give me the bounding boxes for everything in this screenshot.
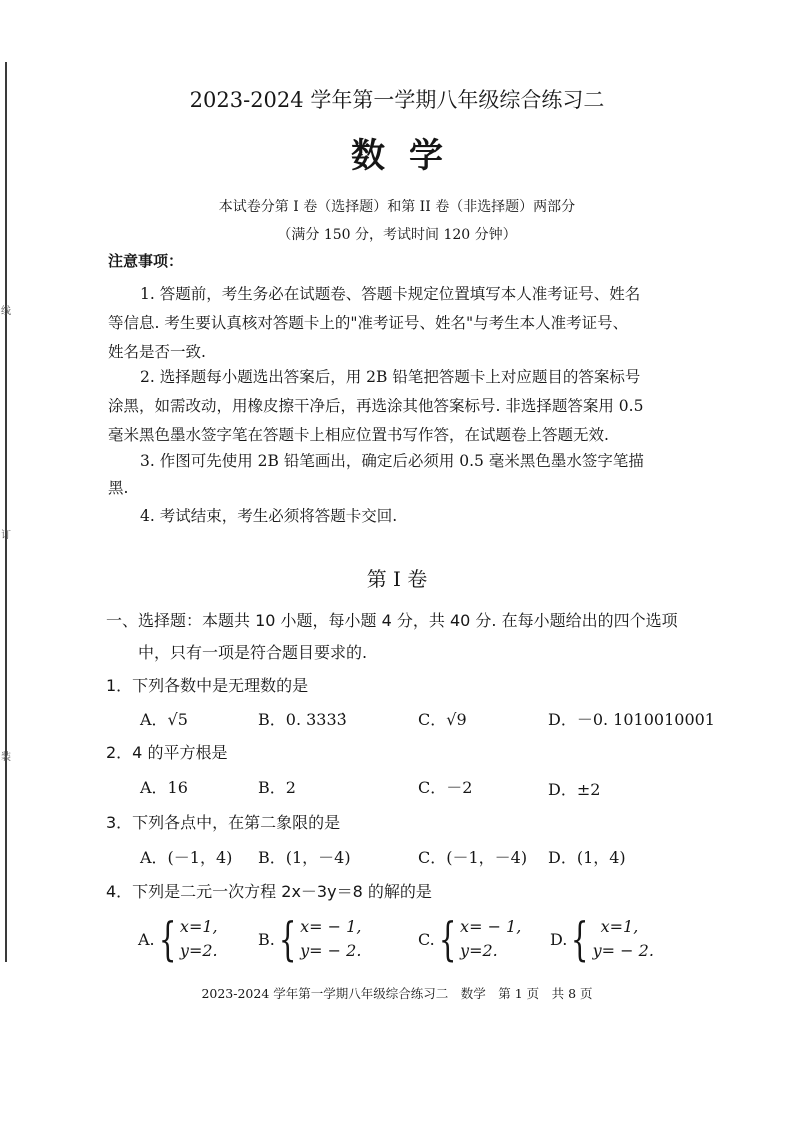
option-c: C．－2 [418,778,473,797]
brace-symbol: { [278,912,297,966]
part-instructions-line1: 一、选择题：本题共 10 小题，每小题 4 分，共 40 分. 在每小题给出的四个选项 [106,611,678,630]
option-b: B．0. 3333̇ [258,710,347,729]
notice-line: 1. 答题前，考生务必在试题卷、答题卡规定位置填写本人准考证号、姓名 [140,285,641,303]
equation-line: x= − 1, [300,917,362,936]
binding-mark-3: 装 [1,752,11,763]
equation-line: x= − 1, [460,917,522,936]
question-stem: 2．4 的平方根是 [106,743,228,762]
notice-line: 4. 考试结束，考生必须将答题卡交回. [140,507,398,525]
binding-mark-2: 订 [1,530,11,541]
option-b: B．(1，－4) [258,848,351,867]
option-a: A．(－1，4) [140,848,233,867]
notice-line: 毫米黑色墨水签字笔在答题卡上相应位置书写作答，在试题卷上答题无效. [108,426,609,444]
option-a: A．√5 [140,710,188,729]
part-instructions-line2: 中，只有一项是符合题目要求的. [138,643,368,662]
question-stem: 1．下列各数中是无理数的是 [106,676,309,695]
brace-symbol: { [571,912,589,966]
subject-title: 数学 [351,136,467,176]
option-c: C．√9 [418,710,467,729]
notice-line: 等信息. 考生要认真核对答题卡上的"准考证号、姓名"与考生本人准考证号、 [108,314,629,332]
option-label: B. [258,929,275,949]
notice-line: 姓名是否一致. [108,343,206,361]
exam-title: 2023-2024 学年第一学期八年级综合练习二 [189,88,605,112]
option-label: C. [418,929,435,949]
option-d: D．－0. 1010010001 [548,710,715,729]
equation-line: y=2. [179,941,218,960]
section-title: 第 I 卷 [366,567,428,591]
equation-line: x=1, [179,917,218,936]
option-b [258,912,362,966]
brace-symbol: { [438,912,457,966]
option-c [418,912,522,966]
option-a: A．16 [140,778,188,797]
option-d: D．±2 [548,780,601,799]
score-time-info: （满分 150 分，考试时间 120 分钟） [277,227,517,243]
notice-line: 3. 作图可先使用 2B 铅笔画出，确定后必须用 0.5 毫米黑色墨水签字笔描 [140,452,644,470]
option-d: D．(1，4) [548,848,626,867]
equation-line: y= − 2. [592,941,654,960]
equation-line: y= − 2. [300,941,362,960]
question-stem: 3．下列各点中，在第二象限的是 [106,813,341,832]
brace-symbol: { [158,912,177,966]
notice-line: 黑. [108,479,129,497]
option-a [138,912,218,966]
notice-heading: 注意事项： [108,252,184,270]
option-c: C．(－1，－4) [418,848,528,867]
option-label: A. [138,929,155,949]
option-b: B．2 [258,778,296,797]
paper-structure: 本试卷分第 I 卷（选择题）和第 II 卷（非选择题）两部分 [218,199,576,215]
question-stem: 4．下列是二元一次方程 2x－3y＝8 的解的是 [106,882,432,901]
binding-mark-1: 线 [1,306,11,317]
page-footer: 2023-2024 学年第一学期八年级综合练习二 数学 第 1 页 共 8 页 [201,986,593,1001]
option-label: D. [550,929,568,949]
equation-line: y=2. [460,941,498,960]
notice-line: 2. 选择题每小题选出答案后，用 2B 铅笔把答题卡上对应题目的答案标号 [140,368,641,386]
option-d [550,912,654,966]
equation-line: x=1, [600,917,639,936]
notice-line: 涂黑，如需改动，用橡皮擦干净后，再选涂其他答案标号. 非选择题答案用 0.5 [108,397,644,415]
